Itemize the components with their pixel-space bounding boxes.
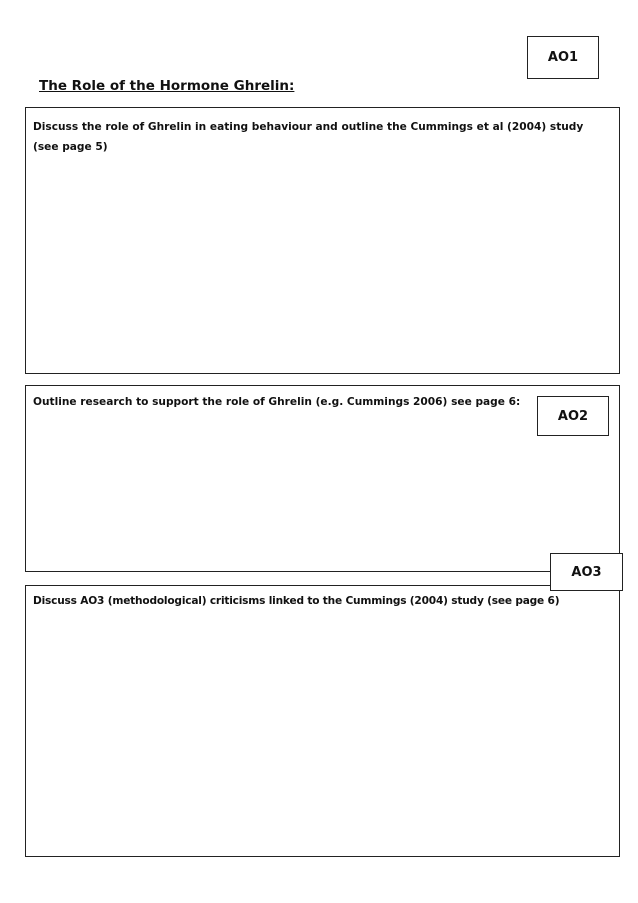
page-title: The Role of the Hormone Ghrelin: bbox=[39, 78, 295, 94]
section-ghrelin-role bbox=[25, 107, 620, 374]
section-ghrelin-role-prompt: Discuss the role of Ghrelin in eating behaviour and outline the Cummings et al (2004) study (see page 5) bbox=[33, 121, 584, 153]
ao2-badge: AO2 bbox=[537, 396, 609, 436]
section-supporting-research-prompt: Outline research to support the role of Ghrelin (e.g. Cummings 2006) see page 6: bbox=[33, 396, 521, 408]
section-supporting-research bbox=[25, 385, 620, 572]
section-methodological-criticisms-prompt: Discuss AO3 (methodological) criticisms linked to the Cummings (2004) study (see page 6) bbox=[33, 595, 560, 607]
ao3-badge: AO3 bbox=[550, 553, 623, 591]
ao1-badge: AO1 bbox=[527, 36, 599, 79]
section-methodological-criticisms bbox=[25, 585, 620, 857]
